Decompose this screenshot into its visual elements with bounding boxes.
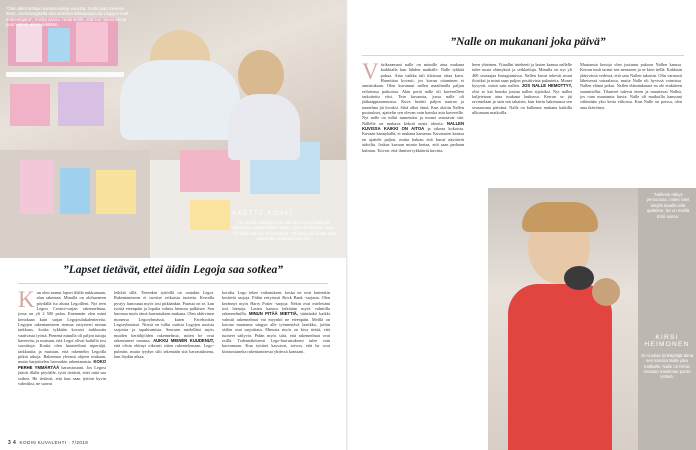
column-text: että olisin ehtinyt oikeasti sitten rakentelemaan. Legopulmiin, mutta tyydyn silti tekemään sitä harrastuksena, kun löydän aikaa.: [114, 343, 214, 360]
left-column-1: [18, 290, 106, 436]
column-text: harrastustani. Jos Legosi jäävät illalla pöydälle, tytöt tietävät, ettei niitä saa sotkea. He tietävät, että kun saan tyttöni hyvin valmiiksi, ne saavat: [18, 364, 106, 386]
section-lead: MINUN PITÄÄ MIETTIÄ,: [249, 311, 298, 317]
column-text: iiriksaamani nalle on minulle aina mukana kaikkialla kun lähden matkalle. Nalle tykkää puhua. Aina vaikka tuli tilaisuus ottaa kuva. Harmittaa kovasti, jos kuvan ottaminen ei onnistukaan. Olen kuvannut nallen maailmalla paljon erilaisissa paikoissa.: [362, 62, 464, 94]
magazine-name: KODIN KUVALEHTI · 7/2018: [19, 440, 89, 445]
left-column-2: [114, 290, 214, 436]
photo-credit-block: [640, 334, 694, 380]
photo-caption-top: ”Nallesta näkyy persoonan, miten näet tietyllä tavalla siitä ajattelee. Se on meillä Kirsi sanoo.: [646, 192, 690, 219]
section-lead: JOS NALLE HEMOTTYY,: [521, 83, 572, 89]
column-text: Todennäköisesti Lego-harrastukseni tulee vain kasvamaan. Kun tyttäret kasvavat, toivon, että he ovat kiinnostuneita rakentamisesta yhdessä kanssani.: [222, 338, 330, 354]
dropcap: V: [362, 62, 379, 84]
left-column-3: [222, 290, 330, 436]
dropcap: K: [18, 290, 35, 312]
nalle-photo: [488, 188, 696, 450]
column-text: ja oikeaa kokoista. Kuvaan kännykällä, ei mukana kameraa. Kuvausten kanssa en ajattele paljon, mutta haluan että kuvat näyttävät aidoilta. Joskus kuvaan monta kertaa, että saan parhaan kulman. Toivon, että ihmiset tykkäävät kuvista.: [362, 126, 464, 153]
left-headline: ”Lapset tietävät, ettei äidin Legoja saa sotkea”: [62, 264, 284, 276]
divider: [362, 55, 684, 56]
photo-credit-caption: 30-vuotias kahden tytön äiti asuu Hyvinkäällä ja rakentaa Legoilla tähtien jäsen, jota Facebookin Legoryhmistä hän sai verkostoitua. ”Oli tietenkin tietää, että aikuisetkin leikkivät Legoilla.”: [232, 220, 336, 242]
column-text: un olen saanut lapset illalla nukkumaan, alan rakentaa. Minulla on olohuoneen pöydällä iso alusta Legoilleni. Nyt teen Legon Creator-sarjan rakennelmaa, jossa on yli 2 500 palaa. Enemmän olen minä kertakaan kuin sarjan Legojoulukalentereita. Legojen rakentamiseen riemua erityisesti minun tarkkuus, koska tykkään kovasti tarkkuutta vaativasta työstä. Pienenä minulla oli paljon tuttuja kavereita, ja muistan, että Legot olivat kaikilla tosi suosittuja. Koska olen luonteeltani nipertäjä, tarkkuutta ja muistan, että rakentelin Legoilla pitkiä aikoja. Rakennan yleensä ohjeen mukaan, mutta harjoittelen luovaakin rakentamista.: [18, 290, 106, 365]
section-lead: KOKO PERHE YMMÄRTÄÄ: [18, 359, 106, 370]
column-text: korulta. Lego tekee vaikutuksen, koska ne ovat kuitenkin kestäviä sarjoja. Pidän erityisesti Brick Bank -sarjasta. Olen kerännyt myös Harry Potter -sarjoja. Nekin ovat mielestäni tosi hienoja. Lasten kanssa leikitään myös valmiilla rakennelmilla.: [222, 290, 330, 317]
page-number: 3 4: [8, 440, 17, 446]
right-headline: ”Nalle on mukanani joka päivä”: [450, 36, 606, 48]
photo-credit-block: [232, 210, 342, 242]
page-footer: [8, 440, 88, 446]
column-text: Muutamia kertoja olen joutunut pakoon Nallen kanssa. Kerran tuuli tarttui sen nenaseen ja se kieri tiellä. Kahlasin jäätyvässä vedessä, että sain Nallen takaisin. Olin varmasti läheisessä sairaalassa, mutta Nalle oli hyvissä voimissa. Nallen elämä jatkui.: [580, 62, 682, 89]
right-column-3: [580, 62, 682, 184]
photo-credit-name: ANETTE KOSKI: [232, 210, 293, 217]
photo-credit-name: KIRSI HEIMONEN: [644, 334, 690, 349]
photo-caption: ”Olen alkut tyttöjen kanssa koteja vuositta, mutta pian meneen itöön. Unelmattyjäällä olisi tietenkin leikkauspaa tai Legojen mallerakentajana”, Anetta sanoo. Heila tietää, että kun rakennelmat puut valmiit, sitten leikitään.: [6, 6, 130, 28]
column-text: säästänkö kaikki valmiit rakennelmat vai myynkö ne eteenpäin. Meillä on kotona muutama sängyn alle työnnettävä laatikko, joihin säilön osat sarjoittain. Minusta myös on kiva tietää, että tuotteet säilyvät. Pidän myös siitä, että rakennelmat ovat esillä.: [222, 311, 330, 344]
right-page: [348, 0, 696, 450]
column-text: olisi se kai hauska joutua nallen sijaisiksi. Nyt nallea kuljetetaan aina mukana laukussa. Kerran se jäi ravintolaan ja sain sen takaisin, kun kävin hakemassa sen seuraavana päivänä. Nalle on kulkenut mukana kaikilla ulkomaan matkoilla.: [472, 88, 572, 116]
column-text: heen yhteinen. Viinallni iniehenti ja lasten kanssa nallelle tulee uusia elämyksiä ja seikkailuja. Minulla on nyt yli 400 seuraajaa Instagramissa. Nallen kuvat tekevät muut iloisiksi ja minä saan paljon positiivista palautetta. Monet kysyvät, mistä sain nallen.: [472, 62, 572, 89]
photo-credit-caption: 40-vuotias työkäyttäjä tämä sen kanssa Nalle joka matkalle. Nalle on Kirsin mukaan maailman paras ystävä.: [640, 352, 694, 380]
section-lead: AUKKU MEINEN KUUDENUT,: [153, 338, 214, 344]
column-text: Alan periä nalle oli kavereilleni tarkoitettu vitsi. Tein kuvausta, jossa nalle oli jääkaappiasunnossa. Kuva herätti paljon naurua ja tunnelma jäi kivaksi. Siitä alkoi tämä. Kun aloitin Nallen postaukset, ajattelin sen olevan vain hauska asia kavereille. Nyt nalle on tullut tunnetuksi ja monet seuraavat sitä. Nallelle on mukava keksiä uusia ideoita.: [362, 88, 464, 126]
right-column-2: [472, 62, 572, 184]
right-column-1: [362, 62, 464, 412]
divider: [18, 283, 328, 284]
column-text: Nallen elämänkaarta en ole etukäteen suunnitellut. Tilanteet tulevat eteen ja muuttavat Nallea, jos otan muutamia kuvia. Nalle oli matkoilla kanssani vähintään yksi kerta viikossa. Kun Nalle on poissa, olen aina ikävöinyt.: [580, 83, 682, 110]
column-text: leikkiä sillä. Tietenkin tyttöillä on omiakin Legot. Rakentamiseen ei tarvitse erikoista tuotetta. Kerralla pystyy lumoutua myös tosi pitkäänkin. Parasta on se, kun työstä eteenpäin ja lopulta valmis hienous palkitsee. Sen huomaa myös tämä harrastuksen mukana. Olen aktiivinen monessa Legoryhmässä, kuten Facebookin Legoryhmässä. Niissä on tullut uutisia Legojen uusista sarjoista ja tapahtumista. Seuraan mielelläni myös muiden keräilijöiden rakennelmia, miten he ovat rakentaneet omansa.: [114, 290, 214, 344]
section-lead: NALLEN KUVISSA KAIKKI ON AITOA: [362, 120, 464, 132]
lego-photo: [0, 0, 346, 258]
